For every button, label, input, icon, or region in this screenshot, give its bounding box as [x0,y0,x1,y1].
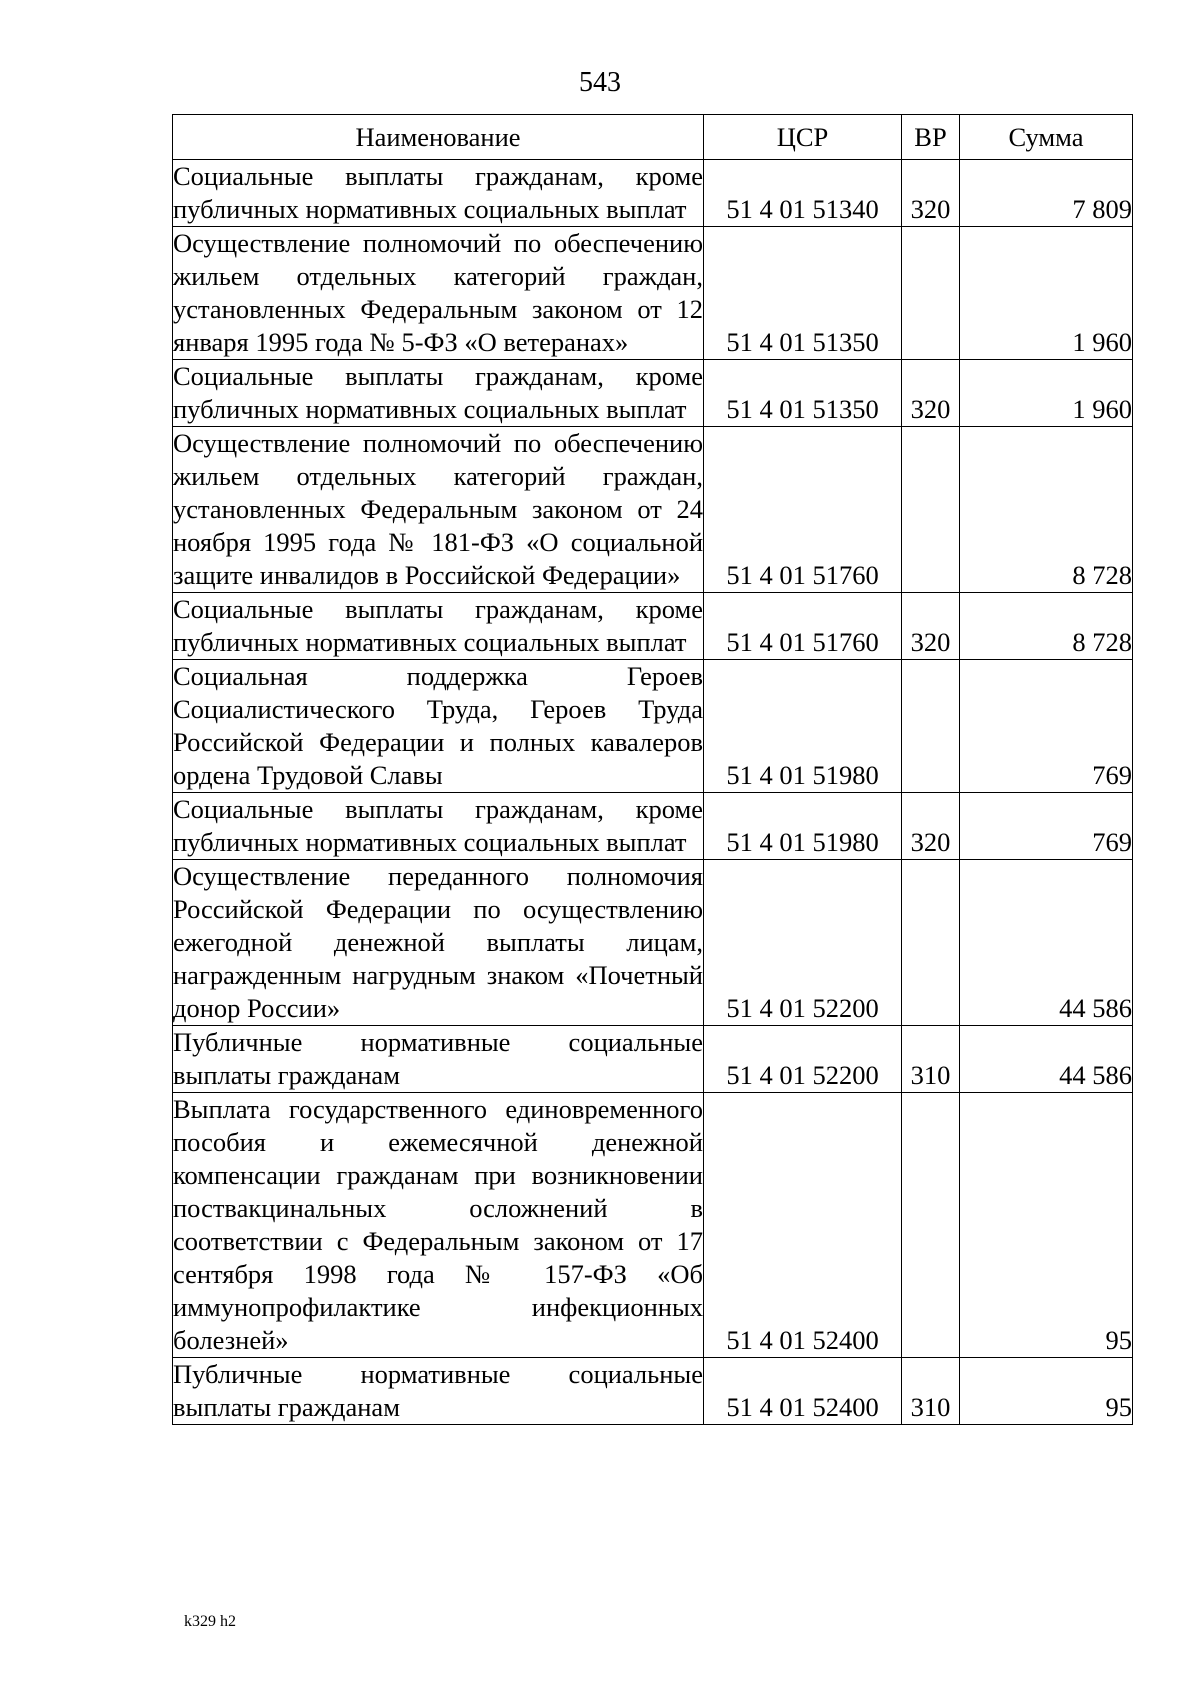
row-sum: 8 728 [960,593,1133,660]
row-vr [902,427,960,593]
row-csr: 51 4 01 51980 [704,793,902,860]
table-row [173,1358,1133,1425]
row-csr: 51 4 01 52200 [704,860,902,1026]
row-vr [902,660,960,793]
table-row [173,793,1133,860]
row-name: Публичные нормативные социальные выплаты гражданам [173,1358,704,1425]
row-csr: 51 4 01 51760 [704,427,902,593]
table-row [173,160,1133,227]
table-row [173,360,1133,427]
row-sum: 7 809 [960,160,1133,227]
row-sum: 8 728 [960,427,1133,593]
row-csr: 51 4 01 52400 [704,1093,902,1358]
row-sum: 44 586 [960,860,1133,1026]
row-sum: 95 [960,1358,1133,1425]
table-row [173,1093,1133,1358]
header-name: Наименование [173,115,704,160]
footer-code: k329 h2 [184,1613,236,1630]
row-csr: 51 4 01 51350 [704,360,902,427]
row-name: Социальные выплаты гражданам, кроме публичных нормативных социальных выплат [173,793,704,860]
table-header-row [173,115,1133,160]
table-row [173,1026,1133,1093]
budget-table [172,114,1133,1425]
header-sum: Сумма [960,115,1133,160]
row-csr: 51 4 01 51340 [704,160,902,227]
row-name: Выплата государственного единовременного пособия и ежемесячной денежной компенсации гражданам при возникновении поствакцинальных осложнений в соответствии с Федеральным законом от 17 сентября 1998 года № 157-ФЗ «Об иммунопрофилактике инфекционных болезней» [173,1093,704,1358]
row-sum: 769 [960,793,1133,860]
row-name: Осуществление полномочий по обеспечению жильем отдельных категорий граждан, установленных Федеральным законом от 12 января 1995 года № 5-ФЗ «О ветеранах» [173,227,704,360]
row-vr [902,1093,960,1358]
table-row [173,593,1133,660]
row-vr: 320 [902,160,960,227]
table-row [173,660,1133,793]
row-name: Осуществление переданного полномочия Российской Федерации по осуществлению ежегодной денежной выплаты лицам, награжденным нагрудным знаком «Почетный донор России» [173,860,704,1026]
row-sum: 95 [960,1093,1133,1358]
row-name: Публичные нормативные социальные выплаты гражданам [173,1026,704,1093]
row-csr: 51 4 01 51760 [704,593,902,660]
row-sum: 44 586 [960,1026,1133,1093]
row-vr: 310 [902,1026,960,1093]
row-csr: 51 4 01 51350 [704,227,902,360]
row-vr [902,227,960,360]
row-csr: 51 4 01 52400 [704,1358,902,1425]
row-name: Социальная поддержка Героев Социалистического Труда, Героев Труда Российской Федерации и полных кавалеров ордена Трудовой Славы [173,660,704,793]
row-csr: 51 4 01 52200 [704,1026,902,1093]
row-vr: 320 [902,793,960,860]
row-name: Социальные выплаты гражданам, кроме публичных нормативных социальных выплат [173,160,704,227]
row-vr: 320 [902,360,960,427]
table-row [173,860,1133,1026]
page-number: 543 [579,67,621,98]
row-name: Осуществление полномочий по обеспечению жильем отдельных категорий граждан, установленных Федеральным законом от 24 ноября 1995 года № 181-ФЗ «О социальной защите инвалидов в Российской Федерации» [173,427,704,593]
row-vr [902,860,960,1026]
row-csr: 51 4 01 51980 [704,660,902,793]
row-vr: 320 [902,593,960,660]
row-name: Социальные выплаты гражданам, кроме публичных нормативных социальных выплат [173,360,704,427]
table-row [173,227,1133,360]
row-sum: 769 [960,660,1133,793]
row-name: Социальные выплаты гражданам, кроме публичных нормативных социальных выплат [173,593,704,660]
header-csr: ЦСР [704,115,902,160]
row-sum: 1 960 [960,227,1133,360]
row-vr: 310 [902,1358,960,1425]
table-row [173,427,1133,593]
header-vr: ВР [902,115,960,160]
row-sum: 1 960 [960,360,1133,427]
